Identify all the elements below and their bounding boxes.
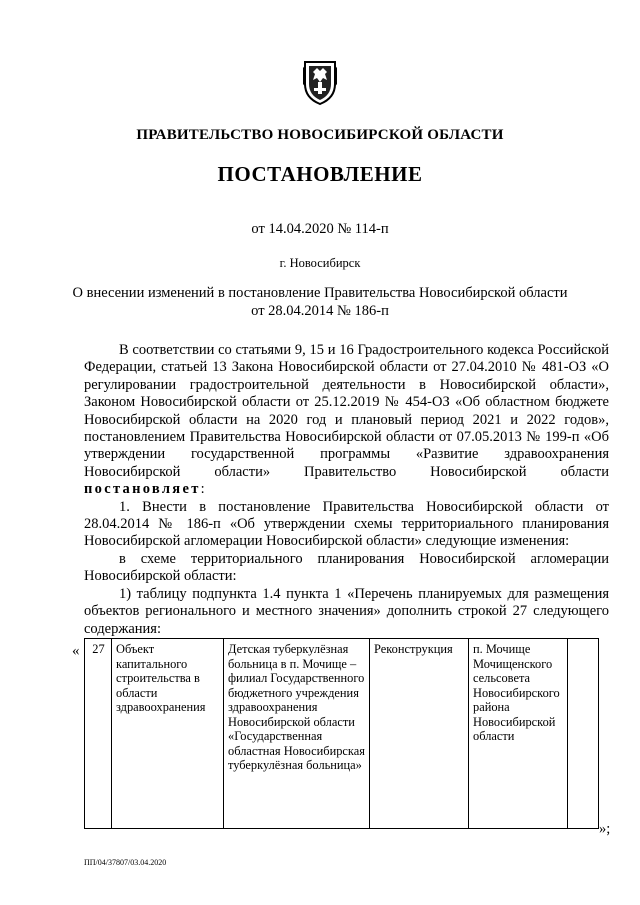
table-open-quote: « bbox=[72, 643, 80, 659]
subject-line-1: О внесении изменений в постановление Правительства Новосибирской области bbox=[72, 285, 568, 301]
paragraph-scheme: в схеме территориального планирования Новосибирской агломерации Новосибирской области: bbox=[84, 550, 609, 585]
paragraph-table-intro: 1) таблицу подпункта 1.4 пункта 1 «Перечень планируемых для размещения объектов регионального и местного значения» дополнить строкой 27 следующего содержания: bbox=[84, 585, 609, 637]
document-type: ПОСТАНОВЛЕНИЕ bbox=[217, 162, 423, 186]
cell-location: п. Мочище Мочищенского сельсовета Новосибирского района Новосибирской области bbox=[469, 639, 568, 829]
table-row bbox=[85, 639, 599, 829]
document-subject bbox=[70, 284, 570, 320]
cell-action: Реконструкция bbox=[370, 639, 469, 829]
subject-line-2: от 28.04.2014 № 186-п bbox=[251, 303, 389, 319]
paragraph-preamble bbox=[84, 342, 609, 499]
preamble-text: В соответствии со статьями 9, 15 и 16 Градостроительного кодекса Российской Федерации, статьей 13 Закона Новосибирской области от 27.04.2010 № 481-ОЗ «О регулировании градостроительной деятельности в Новосибирской области», Законом Новосибирской области от 25.12.2019 № 454-ОЗ «Об областном бюджете Новосибирской области на 2020 год и плановый период 2021 и 2022 годов», постановлением Правительства Новосибирской области от 07.05.2013 № 199-п «Об утверждении государственной программы «Развитие здравоохранения Новосибирской области» Правительство Новосибирской области bbox=[84, 342, 609, 480]
coat-of-arms-icon bbox=[301, 58, 339, 106]
preamble-tail: : bbox=[200, 481, 205, 498]
table-close-quote: »; bbox=[599, 821, 611, 837]
paragraph-item-1: 1. Внести в постановление Правительства Новосибирской области от 28.04.2014 № 186-п «Об утверждении схемы территориального планирования Новосибирской агломерации Новосибирской области» следующие изменения: bbox=[84, 498, 609, 550]
city-line: г. Новосибирск bbox=[279, 256, 361, 270]
date-number-line: от 14.04.2020 № 114-п bbox=[251, 221, 389, 237]
document-code: ПП/04/37807/03.04.2020 bbox=[84, 858, 167, 867]
document-body bbox=[84, 342, 609, 638]
resolves-word: постановляет bbox=[84, 481, 201, 498]
cell-row-number: 27 bbox=[85, 639, 112, 829]
cell-object-name: Детская туберкулёзная больница в п. Мочище – филиал Государственного бюджетного учреждения здравоохранения Новосибирской области «Государственная областная Новосибирская туберкулёзная больница» bbox=[224, 639, 370, 829]
organization-title: ПРАВИТЕЛЬСТВО НОВОСИБИРСКОЙ ОБЛАСТИ bbox=[136, 127, 504, 143]
objects-table bbox=[84, 638, 599, 829]
cell-extra bbox=[568, 639, 599, 829]
cell-object-type: Объект капитального строительства в области здравоохранения bbox=[112, 639, 224, 829]
